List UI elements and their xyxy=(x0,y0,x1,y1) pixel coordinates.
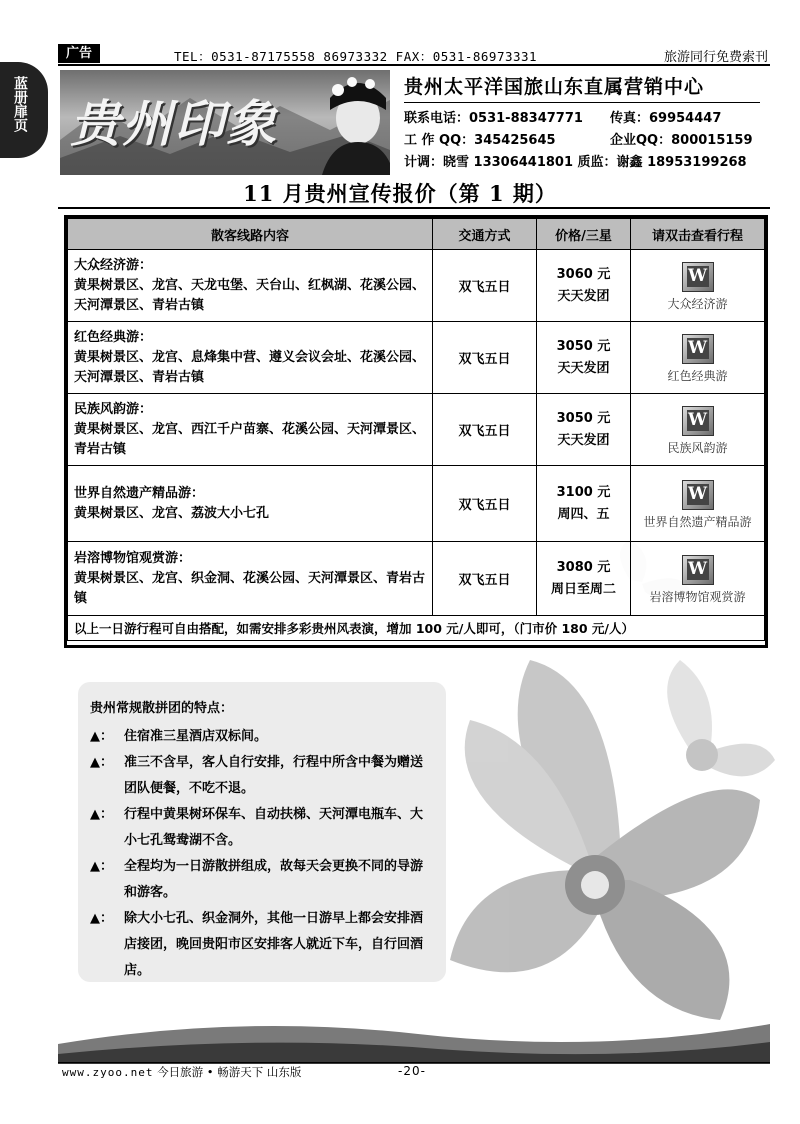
note-text: 行程中黄果树环保车、自动扶梯、天河潭电瓶车、大小七孔鸳鸯湖不含。 xyxy=(124,807,424,848)
table-row xyxy=(68,250,765,322)
triangle-bullet-icon: ▲： xyxy=(90,859,113,874)
free-note: 旅游同行免费索刊 xyxy=(663,50,768,65)
price-value: 3100 元 xyxy=(556,484,611,500)
price-value: 3050 元 xyxy=(556,410,611,426)
table-row xyxy=(68,322,765,394)
price-value: 3060 元 xyxy=(556,266,611,282)
footer-slogan: 今日旅游 • 畅游天下 山东版 xyxy=(157,1065,302,1079)
word-document-icon[interactable]: W xyxy=(682,334,714,364)
note-text: 准三不含早，客人自行安排，行程中所含中餐为赠送团队便餐，不吃不退。 xyxy=(124,755,424,796)
banner-image xyxy=(60,70,390,175)
table-row xyxy=(68,466,765,542)
table-header-row xyxy=(68,219,765,250)
table-footer-row xyxy=(68,616,765,641)
price-value: 3050 元 xyxy=(556,338,611,354)
departure-schedule: 周四、五 xyxy=(557,506,610,522)
note-text: 除大小七孔、织金洞外，其他一日游早上都会安排酒店接团，晚回贵阳市区安排客人就近下车，自行回酒店。 xyxy=(124,911,424,978)
departure-schedule: 天天发团 xyxy=(557,432,610,448)
transport-cell: 双飞五日 xyxy=(433,322,537,394)
triangle-bullet-icon: ▲： xyxy=(90,755,113,770)
route-name: 大众经济游： xyxy=(74,257,153,273)
banner-title: 贵州印象 xyxy=(70,94,278,153)
route-name: 世界自然遗产精品游： xyxy=(74,485,205,501)
footer-site xyxy=(62,1064,301,1080)
transport-cell: 双飞五日 xyxy=(433,250,537,322)
list-item xyxy=(90,724,434,750)
ad-tag: 广告 xyxy=(58,44,100,63)
price-cell xyxy=(537,250,631,322)
price-cell xyxy=(537,542,631,616)
bottom-wave-decoration xyxy=(58,1004,770,1064)
itinerary-doc-link[interactable] xyxy=(631,250,765,322)
route-spots: 黄果树景区、龙宫、天龙屯堡、天台山、红枫湖、花溪公园、天河潭景区、青岩古镇 xyxy=(74,277,426,313)
route-cell xyxy=(68,466,433,542)
route-spots: 黄果树景区、龙宫、息烽集中营、遵义会议会址、花溪公园、天河潭景区、青岩古镇 xyxy=(74,349,426,385)
work-qq: 工 作 QQ：345425645 xyxy=(404,133,556,148)
departure-schedule: 天天发团 xyxy=(557,288,610,304)
word-document-icon[interactable]: W xyxy=(682,262,714,292)
route-cell xyxy=(68,394,433,466)
itinerary-doc-link[interactable] xyxy=(631,394,765,466)
side-tab xyxy=(0,62,48,158)
footer-divider xyxy=(58,1062,770,1063)
footer-url[interactable]: www.zyoo.net xyxy=(62,1066,154,1079)
transport-cell: 双飞五日 xyxy=(433,542,537,616)
doc-label: 世界自然遗产精品游 xyxy=(643,515,752,529)
page-title: 11 月贵州宣传报价（第 1 期） xyxy=(243,181,557,206)
note-text: 住宿准三星酒店双标间。 xyxy=(124,729,268,744)
price-value: 3080 元 xyxy=(556,559,611,575)
itinerary-doc-link[interactable] xyxy=(631,466,765,542)
triangle-bullet-icon: ▲： xyxy=(90,729,113,744)
contact-persons: 计调：晓雪 13306441801 质监：谢鑫 18953199268 xyxy=(404,155,747,170)
col-header-transport: 交通方式 xyxy=(433,219,537,250)
company-fax: 传真：69954447 xyxy=(610,111,722,126)
transport-cell: 双飞五日 xyxy=(433,394,537,466)
route-cell xyxy=(68,322,433,394)
route-spots: 黄果树景区、龙宫、西江千户苗寨、花溪公园、天河潭景区、青岩古镇 xyxy=(74,421,426,457)
tour-features-box xyxy=(78,682,446,982)
col-header-itinerary: 请双击查看行程 xyxy=(631,219,765,250)
route-cell xyxy=(68,250,433,322)
itinerary-doc-link[interactable] xyxy=(631,322,765,394)
company-name: 贵州太平洋国旅山东直属营销中心 xyxy=(404,72,760,103)
triangle-bullet-icon: ▲： xyxy=(90,807,113,822)
note-text: 全程均为一日游散拼组成，故每天会更换不同的导游和游客。 xyxy=(124,859,424,900)
route-spots: 黄果树景区、龙宫、荔波大小七孔 xyxy=(74,505,270,521)
list-item xyxy=(90,854,434,906)
table-row xyxy=(68,394,765,466)
company-phone: 联系电话：0531-88347771 xyxy=(404,111,583,126)
doc-label: 大众经济游 xyxy=(667,297,728,311)
word-document-icon[interactable]: W xyxy=(682,480,714,510)
ad-header-bar xyxy=(58,44,770,66)
price-cell xyxy=(537,322,631,394)
list-item xyxy=(90,906,434,984)
itinerary-doc-link[interactable] xyxy=(631,542,765,616)
transport-cell: 双飞五日 xyxy=(433,466,537,542)
price-cell xyxy=(537,394,631,466)
table-footer-note: 以上一日游行程可自由搭配，如需安排多彩贵州风表演，增加 100 元/人即可，（门市价 180 元/人） xyxy=(68,616,765,641)
route-name: 红色经典游： xyxy=(74,329,153,345)
list-item xyxy=(90,802,434,854)
route-name: 岩溶博物馆观赏游： xyxy=(74,550,192,566)
price-cell xyxy=(537,466,631,542)
doc-label: 民族风韵游 xyxy=(667,441,728,455)
departure-schedule: 天天发团 xyxy=(557,360,610,376)
route-spots: 黄果树景区、龙宫、织金洞、花溪公园、天河潭景区、青岩古镇 xyxy=(74,570,426,606)
page-number: -20- xyxy=(398,1064,426,1078)
contact-line: TEL：0531-87175558 86973332 FAX：0531-86973331 xyxy=(174,49,538,64)
word-document-icon[interactable]: W xyxy=(682,406,714,436)
route-cell xyxy=(68,542,433,616)
col-header-price: 价格/三星 xyxy=(537,219,631,250)
company-qq: 企业QQ：800015159 xyxy=(610,133,753,148)
departure-schedule: 周日至周二 xyxy=(550,581,616,597)
notes-title: 贵州常规散拼团的特点： xyxy=(90,701,234,716)
triangle-bullet-icon: ▲： xyxy=(90,911,113,926)
table-row xyxy=(68,542,765,616)
word-document-icon[interactable]: W xyxy=(682,555,714,585)
side-tab-label: 蓝册扉页 xyxy=(12,76,28,132)
col-header-route: 散客线路内容 xyxy=(68,219,433,250)
route-name: 民族风韵游： xyxy=(74,401,153,417)
list-item xyxy=(90,750,434,802)
title-divider xyxy=(58,207,770,209)
doc-label: 岩溶博物馆观赏游 xyxy=(649,590,746,604)
company-info xyxy=(404,72,776,169)
doc-label: 红色经典游 xyxy=(667,369,728,383)
price-table xyxy=(64,215,768,648)
